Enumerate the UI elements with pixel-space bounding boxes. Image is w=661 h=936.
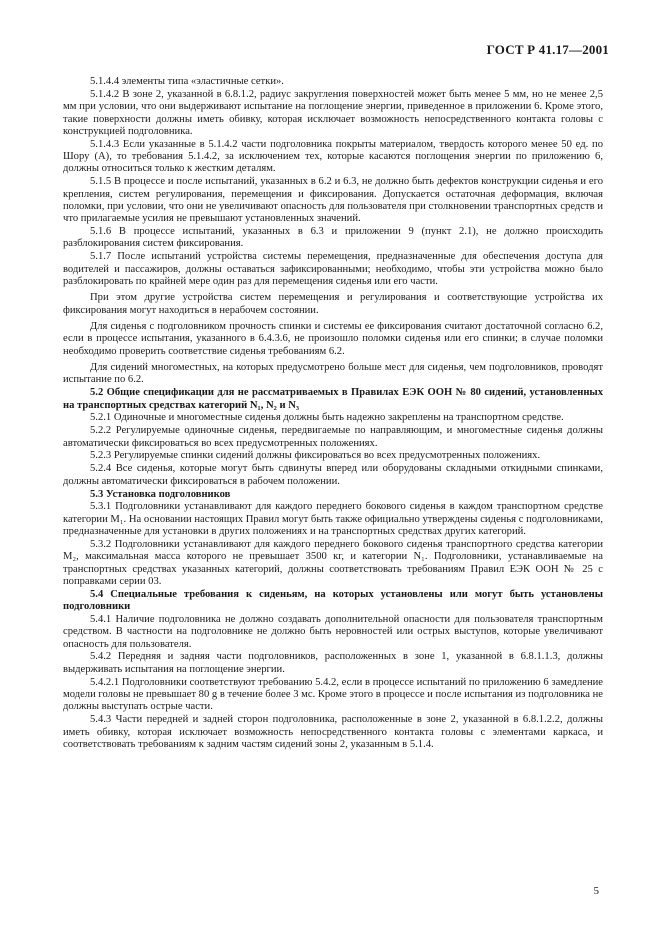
paragraph-5-2-3: 5.2.3 Регулируемые спинки сидений должны фиксироваться во всех предусмотренных положениях.	[90, 450, 541, 462]
paragraph-5-4-1: 5.4.1 Наличие подголовника не должно создавать дополнительной опасности для пользователя транспортным средством. В частности на подголовнике не должно быть неровностей или острых выступов, которые увеличивают опасность для пользователя.	[63, 613, 603, 650]
paragraph-5-1-7: 5.1.7 После испытаний устройства системы перемещения, предназначенные для обеспечения доступа для водителей и пассажиров, должны оставаться зафиксированными; необходимо, чтобы эти устройства можно было разблокировать по крайней мере один раз для перемещения сиденья или его части.	[63, 251, 603, 287]
standard-header: ГОСТ Р 41.17—2001	[486, 42, 609, 57]
paragraph-5-2-4: 5.2.4 Все сиденья, которые могут быть сдвинуты вперед или оборудованы складными откидными спинками, должны автоматически фиксироваться в рабочем положении.	[63, 463, 603, 487]
section-heading-5-2: 5.2 Общие спецификации для не рассматриваемых в Правилах ЕЭК ООН № 80 сидений, установленных на транспортных средствах категорий N₁, N₂ и N₃	[63, 387, 603, 411]
paragraph-5-4-2-1: 5.4.2.1 Подголовники соответствуют требованию 5.4.2, если в процессе испытаний по приложению 6 замедление модели головы не превышает 80 g в течение более 3 мс. Кроме этого в процессе и после испытания из подголовника не должны выступать острые части.	[63, 676, 603, 713]
section-heading-5-3: 5.3 Установка подголовников	[90, 488, 231, 500]
paragraph-other-devices: При этом другие устройства систем перемещения и регулирования и соответствующие устройства их фиксирования могут находиться в нерабочем состоянии.	[63, 292, 603, 316]
paragraph-5-1-5: 5.1.5 В процессе и после испытаний, указанных в 6.2 и 6.3, не должно быть дефектов конструкции сиденья и его крепления, систем регулирования, перемещения и фиксирования. Допускается остаточная деформация, включая поломки, при условии, что они не увеличивают опасность для пользователя при столкновении транспортных средств и что прилагаемые усилия не превышают установленных значений.	[63, 176, 603, 225]
paragraph-5-4-2: 5.4.2 Передняя и задняя части подголовников, расположенных в зоне 1, указанной в 6.8.1.1.3, должны выдерживать испытания на поглощение энергии.	[63, 651, 603, 675]
paragraph-5-3-1: 5.3.1 Подголовники устанавливают для каждого переднего бокового сиденья в каждом транспортном средстве категории M₁. На основании настоящих Правил могут быть также официально утверждены сиденья с подголовниками, предназначенные для установки в других положениях и на транспортных средствах других категорий.	[63, 501, 603, 538]
paragraph-5-1-4-3: 5.1.4.3 Если указанные в 5.1.4.2 части подголовника покрыты материалом, твердость которого менее 50 ед. по Шору (А), то требования 5.1.4.2, за исключением тех, которые касаются поглощения энергии по приложению 6, должны относиться только к жестким деталям.	[63, 138, 603, 175]
paragraph-5-1-6: 5.1.6 В процессе испытаний, указанных в 6.3 и приложении 9 (пункт 2.1), не должно происходить разблокирования систем фиксирования.	[63, 226, 603, 250]
paragraph-seat-strength: Для сиденья с подголовником прочность спинки и системы ее фиксирования считают достаточной согласно 6.2, если в процессе испытания, указанного в 6.4.3.6, не произошло поломки сиденья или его спинки; в случае поломки необходимо проверить соответствие сиденья требованиям 6.2.	[63, 321, 603, 357]
paragraph-5-2-1: 5.2.1 Одиночные и многоместные сиденья должны быть надежно закреплены на транспортном средстве.	[90, 412, 564, 424]
document-body	[63, 76, 603, 752]
paragraph-5-1-4-2: 5.1.4.2 В зоне 2, указанной в 6.8.1.2, радиус закругления поверхностей может быть менее 5 мм, но не менее 2,5 мм при условии, что они выдерживают испытание на поглощение энергии, приведенное в приложении 6. Кроме этого, такие поверхности должны иметь обивку, которая исключает возможность непосредственного контакта головы с конструкцией подголовника.	[63, 88, 603, 137]
paragraph-5-3-2: 5.3.2 Подголовники устанавливают для каждого переднего бокового сиденья транспортного средства категории M₂, максимальная масса которого не превышает 3500 кг, и категории N₁. Подголовники, устанавливаемые на транспортных средствах указанных категорий, должны соответствовать требованиям Правил ЕЭК ООН № 25 с поправками серии 03.	[63, 538, 603, 587]
page-number: 5	[593, 885, 599, 897]
paragraph-5-1-4-4: 5.1.4.4 элементы типа «эластичные сетки».	[90, 76, 284, 87]
section-heading-5-4: 5.4 Специальные требования к сиденьям, на которых установлены или могут быть установлены подголовники	[63, 588, 603, 613]
paragraph-multiseat: Для сидений многоместных, на которых предусмотрено больше мест для сиденья, чем подголовников, проводят испытание по 6.2.	[63, 362, 603, 386]
paragraph-5-2-2: 5.2.2 Регулируемые одиночные сиденья, передвигаемые по направляющим, и многоместные сиденья должны автоматически фиксироваться во всех предусмотренных положениях.	[63, 425, 603, 449]
paragraph-5-4-3: 5.4.3 Части передней и задней сторон подголовника, расположенные в зоне 2, указанной в 6.8.1.2.2, должны иметь обивку, которая исключает возможность непосредственного контакта головы с элементами каркаса, и соответствовать требованиям к задним частям сидений зоны 2, указанным в 5.1.4.	[63, 714, 603, 750]
